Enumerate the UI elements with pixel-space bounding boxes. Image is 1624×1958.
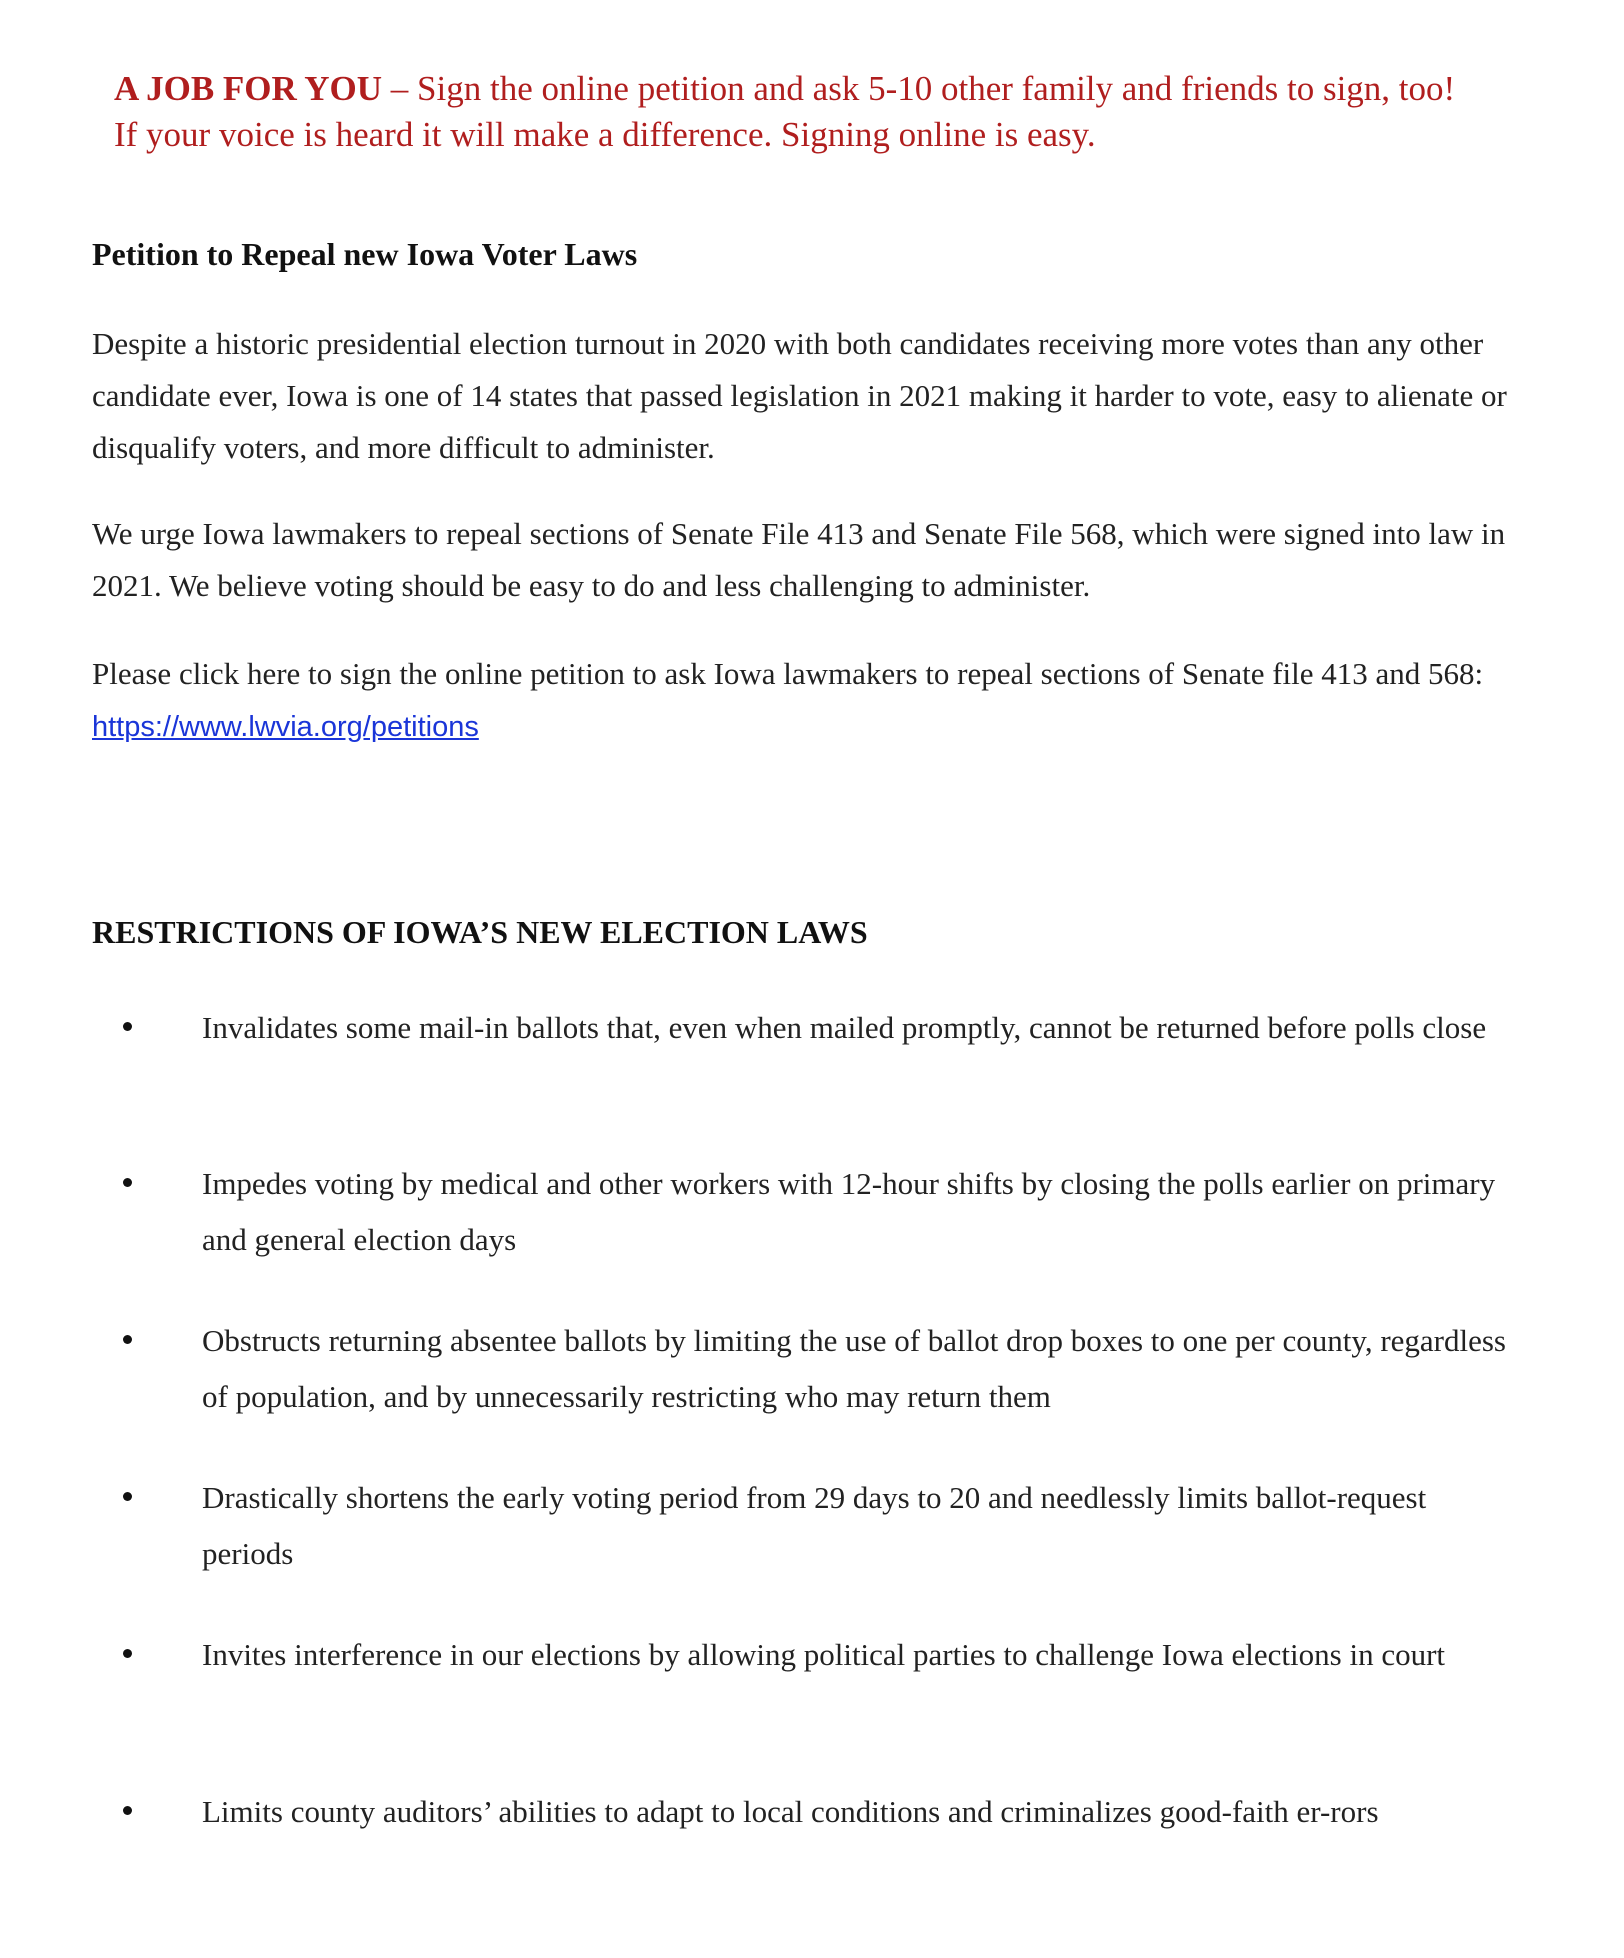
list-item-text: Obstructs returning absentee ballots by limiting the use of ballot drop boxes to one per county, regardless of population, and by unnecessarily restricting who may return them <box>202 1323 1506 1414</box>
bullet-icon <box>123 1022 132 1031</box>
list-item-text: Invites interference in our elections by allowing political parties to challenge Iowa elections in court <box>202 1637 1446 1672</box>
call-to-action-line-1 <box>114 66 1554 112</box>
list-item-text: Invalidates some mail-in ballots that, even when mailed promptly, cannot be returned before polls close <box>202 1010 1487 1045</box>
call-to-action-lead: A JOB FOR YOU <box>114 69 383 108</box>
bullet-icon <box>123 1649 132 1658</box>
bullet-icon <box>123 1806 132 1815</box>
petition-link[interactable]: https://www.lwvia.org/petitions <box>92 711 479 743</box>
petition-title: Petition to Repeal new Iowa Voter Laws <box>92 236 638 272</box>
restrictions-title: RESTRICTIONS OF IOWA’S NEW ELECTION LAWS <box>92 914 868 950</box>
bullet-icon <box>123 1492 132 1501</box>
list-item-text: Drastically shortens the early voting period from 29 days to 20 and needlessly limits ballot-request periods <box>202 1480 1427 1571</box>
list-item-text: Impedes voting by medical and other workers with 12-hour shifts by closing the polls earlier on primary and general election days <box>202 1166 1496 1257</box>
petition-paragraph-2: We urge Iowa lawmakers to repeal sections of Senate File 413 and Senate File 568, which were signed into law in 2021. We believe voting should be easy to do and less challenging to administer. <box>92 516 1506 603</box>
bullet-icon <box>123 1335 132 1344</box>
list-item-text: Limits county auditors’ abilities to adapt to local conditions and criminalizes good-faith er-rors <box>202 1794 1379 1829</box>
bullet-icon <box>123 1178 132 1187</box>
call-to-action-text: – Sign the online petition and ask 5-10 other family and friends to sign, too! <box>382 69 1456 108</box>
call-to-action <box>114 66 1554 158</box>
call-to-action-line-2: If your voice is heard it will make a difference. Signing online is easy. <box>114 115 1096 154</box>
petition-paragraph-3-text: Please click here to sign the online petition to ask Iowa lawmakers to repeal sections of Senate file 413 and 568: <box>92 656 1484 691</box>
petition-paragraph-1: Despite a historic presidential election turnout in 2020 with both candidates receiving more votes than any other candidate ever, Iowa is one of 14 states that passed legislation in 2021 making it harder to vote, easy to alienate or disqualify voters, and more difficult to administer. <box>92 326 1507 465</box>
petition-paragraph-3 <box>92 648 1532 753</box>
